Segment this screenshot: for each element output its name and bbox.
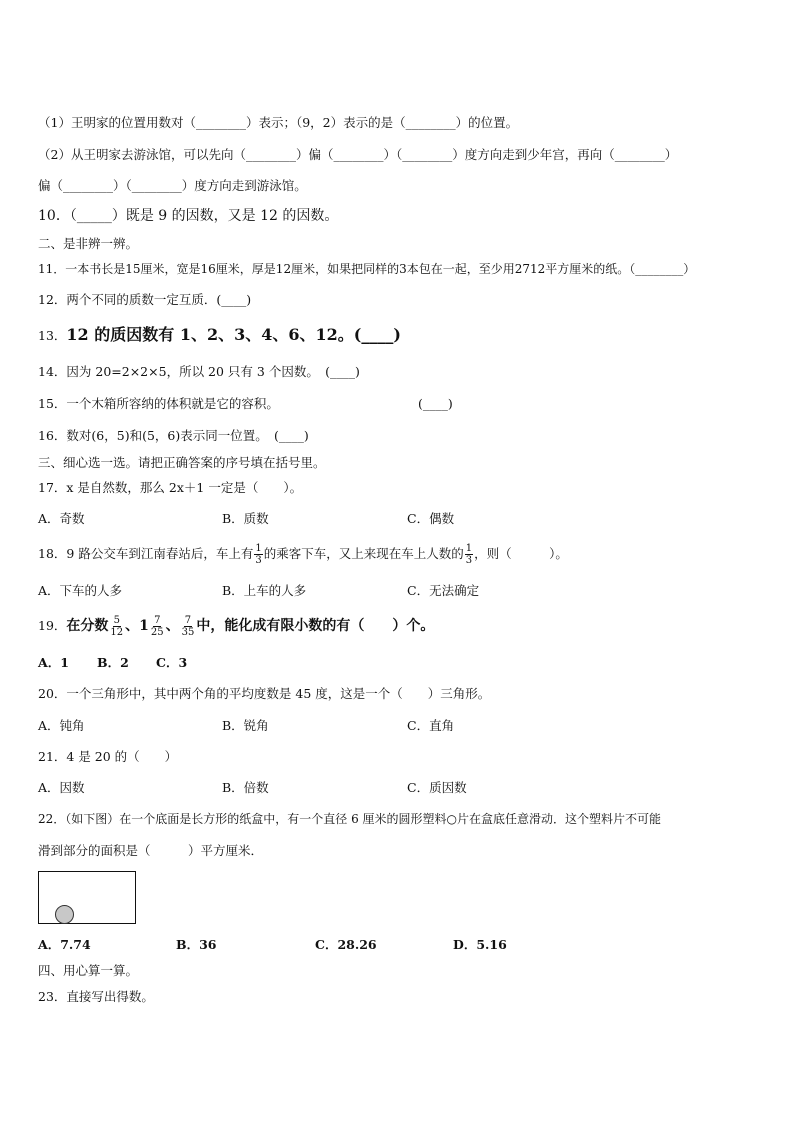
question-20: 20．一个三角形中，其中两个角的平均度数是 45 度，这是一个（ ）三角形。	[38, 686, 491, 701]
question-15: 15．一个木箱所容纳的体积就是它的容积。	[38, 396, 279, 411]
q22-option-b: B．36	[176, 937, 217, 952]
fraction-5-12	[109, 615, 124, 638]
q18-text-b: 的乘客下车，又上来现在车上人数的	[263, 546, 464, 561]
question-13	[38, 327, 401, 344]
section-3-heading: 三、细心选一选。请把正确答案的序号填在括号里。	[38, 455, 326, 470]
q21-option-b: B．倍数	[222, 780, 269, 795]
fraction-numerator: 1	[255, 543, 262, 554]
q20-option-b: B．锐角	[222, 718, 269, 733]
fraction-denominator: 3	[255, 555, 262, 566]
q17-option-a: A．奇数	[38, 511, 85, 526]
q19-option-c: C．3	[156, 655, 188, 670]
question-13-number: 13．	[38, 328, 67, 343]
fraction-denominator: 12	[110, 626, 124, 638]
q18-option-b: B．上车的人多	[222, 583, 307, 598]
fraction-one-third-b	[465, 543, 473, 566]
question-13-text: 12 的质因数有 1、2、3、4、6、12。	[66, 325, 354, 344]
question-12: 12．两个不同的质数一定互质．(____)	[38, 292, 252, 307]
section-4-heading: 四、用心算一算。	[38, 963, 139, 978]
q20-option-a: A．钝角	[38, 718, 85, 733]
question-16: 16．数对(6，5)和(5，6)表示同一位置。 (____)	[38, 428, 309, 443]
question-13-blank: (____)	[353, 325, 401, 344]
q17-option-b: B．质数	[222, 511, 269, 526]
line-directions-2: 偏（________）（________）度方向走到游泳馆。	[38, 178, 307, 193]
fraction-denominator: 3	[465, 555, 473, 566]
fraction-7-35	[181, 615, 196, 638]
fraction-one-third-a	[254, 543, 262, 566]
question-11: 11．一本书长是15厘米，宽是16厘米，厚是12厘米，如果把同样的3本包在一起，至少用2712平方厘米的纸。（________）	[38, 262, 696, 276]
q18-option-c: C．无法确定	[407, 583, 480, 598]
question-15-blank: (____)	[418, 396, 453, 411]
fraction-numerator: 7	[184, 614, 192, 626]
fraction-denominator: 25	[150, 626, 164, 638]
q22-option-a: A．7.74	[38, 937, 91, 952]
fraction-numerator: 5	[113, 614, 120, 626]
q19-sep: 、1	[125, 618, 149, 634]
fraction-denominator: 35	[181, 626, 195, 638]
q22-option-d: D．5.16	[453, 937, 507, 952]
fraction-numerator: 1	[465, 543, 473, 554]
question-22-line-2: 滑到部分的面积是（ ）平方厘米．	[38, 843, 264, 858]
q21-option-a: A．因数	[38, 780, 85, 795]
q19-option-b: B．2	[97, 655, 129, 670]
q19-text-b: 中，能化成有限小数的有（ ）个。	[196, 618, 435, 634]
question-23: 23．直接写出得数。	[38, 989, 154, 1004]
question-22-line-1: 22．（如下图）在一个底面是长方形的纸盒中，有一个直径 6 厘米的圆形塑料○片在盒底任意滑动．这个塑料片不可能	[38, 812, 662, 826]
q19-option-a: A．1	[38, 655, 69, 670]
rectangle-box-figure	[38, 871, 136, 924]
q18-text-c: ，则（ ）。	[474, 546, 568, 561]
fraction-numerator: 7	[154, 614, 161, 626]
q20-option-c: C．直角	[407, 718, 455, 733]
q22-option-c: C．28.26	[315, 937, 377, 952]
question-10: 10．（_____）既是 9 的因数，又是 12 的因数。	[38, 208, 339, 224]
question-17: 17．x 是自然数，那么 2x＋1 一定是（ ）。	[38, 480, 303, 495]
q19-number: 19．	[38, 618, 67, 633]
q18-text-a: 18．9 路公交车到江南春站后，车上有	[38, 546, 254, 561]
question-18	[38, 541, 568, 567]
q19-sep2: 、	[165, 618, 180, 634]
section-2-heading: 二、是非辨一辨。	[38, 236, 139, 251]
plastic-disc-figure	[55, 905, 74, 924]
q18-option-a: A．下车的人多	[38, 583, 123, 598]
question-14: 14．因为 20=2×2×5，所以 20 只有 3 个因数。 (____)	[38, 364, 360, 379]
line-directions-1: （2）从王明家去游泳馆，可以先向（________）偏（________）（________）度方向走到少年宫，再向（________）	[38, 147, 678, 162]
q17-option-c: C．偶数	[407, 511, 455, 526]
q21-option-c: C．质因数	[407, 780, 467, 795]
line-position-pair: （1）王明家的位置用数对（________）表示；（9，2）表示的是（________）的位置。	[38, 115, 519, 130]
q19-text-a: 在分数	[66, 618, 109, 634]
question-19	[38, 612, 434, 640]
question-21: 21．4 是 20 的（ ）	[38, 749, 178, 764]
fraction-7-25	[150, 615, 165, 638]
